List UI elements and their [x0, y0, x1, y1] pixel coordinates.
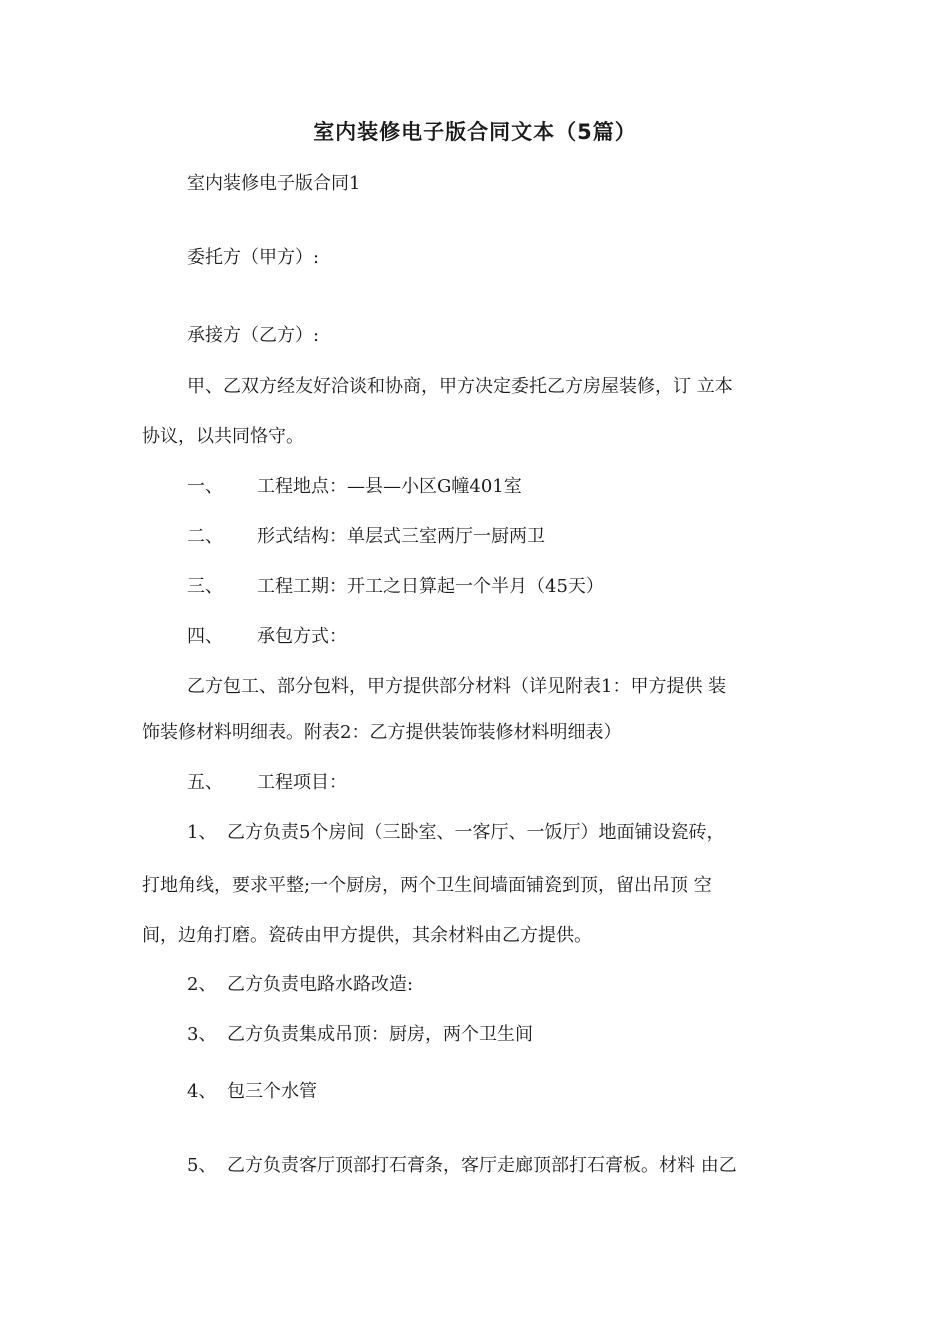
- project-item: [187, 1080, 317, 1104]
- section-item: [187, 625, 347, 649]
- party-b-line: 承接方（乙方）:: [187, 325, 320, 346]
- item-number: 3、: [187, 1024, 217, 1045]
- project-item: [187, 1023, 533, 1047]
- party-a-line: 委托方（甲方）:: [187, 247, 320, 268]
- item-number: 5、: [187, 1155, 217, 1176]
- project-item: [187, 821, 724, 845]
- section-item: [187, 525, 545, 549]
- section-number: 四、: [187, 626, 223, 647]
- section-number: 一、: [187, 476, 223, 497]
- section-item: [187, 771, 347, 795]
- item-text: 包三个水管: [227, 1081, 317, 1102]
- contract-mode-line-1: 乙方包工、部分包料，甲方提供部分材料（详见附表1：甲方提供 装: [187, 676, 727, 697]
- section-item: [187, 575, 604, 599]
- project-item: [187, 1154, 737, 1178]
- item-text: 乙方负责客厅顶部打石膏条，客厅走廊顶部打石膏板。材料 由乙: [227, 1155, 737, 1176]
- section-text: 形式结构：单层式三室两厅一厨两卫: [257, 526, 545, 547]
- section-number: 三、: [187, 576, 223, 597]
- document-title: 室内装修电子版合同文本（5篇）: [313, 120, 637, 144]
- contract-subtitle: 室内装修电子版合同1: [187, 173, 361, 194]
- intro-line-2: 协议，以共同恪守。: [142, 426, 304, 447]
- item-continuation: 间，边角打磨。瓷砖由甲方提供，其余材料由乙方提供。: [142, 925, 592, 946]
- section-number: 五、: [187, 772, 223, 793]
- section-text: 承包方式：: [257, 626, 347, 647]
- item-continuation: 打地角线，要求平整;一个厨房，两个卫生间墙面铺瓷到顶，留出吊顶 空: [142, 875, 712, 896]
- project-item: [187, 973, 413, 997]
- item-text: 乙方负责5个房间（三卧室、一客厅、一饭厅）地面铺设瓷砖，: [227, 822, 725, 843]
- item-text: 乙方负责电路水路改造:: [227, 974, 414, 995]
- intro-line-1: 甲、乙双方经友好洽谈和协商，甲方决定委托乙方房屋装修，订 立本: [187, 376, 733, 397]
- section-text: 工程地点：—县—小区G幢401室: [257, 476, 522, 497]
- item-number: 4、: [187, 1081, 217, 1102]
- section-number: 二、: [187, 526, 223, 547]
- section-item: [187, 475, 522, 499]
- section-text: 工程项目：: [257, 772, 347, 793]
- section-text: 工程工期：开工之日算起一个半月（45天）: [257, 576, 604, 597]
- contract-mode-line-2: 饰装修材料明细表。附表2：乙方提供装饰装修材料明细表）: [142, 722, 622, 743]
- item-number: 1、: [187, 822, 217, 843]
- item-text: 乙方负责集成吊顶：厨房，两个卫生间: [227, 1024, 533, 1045]
- item-number: 2、: [187, 974, 217, 995]
